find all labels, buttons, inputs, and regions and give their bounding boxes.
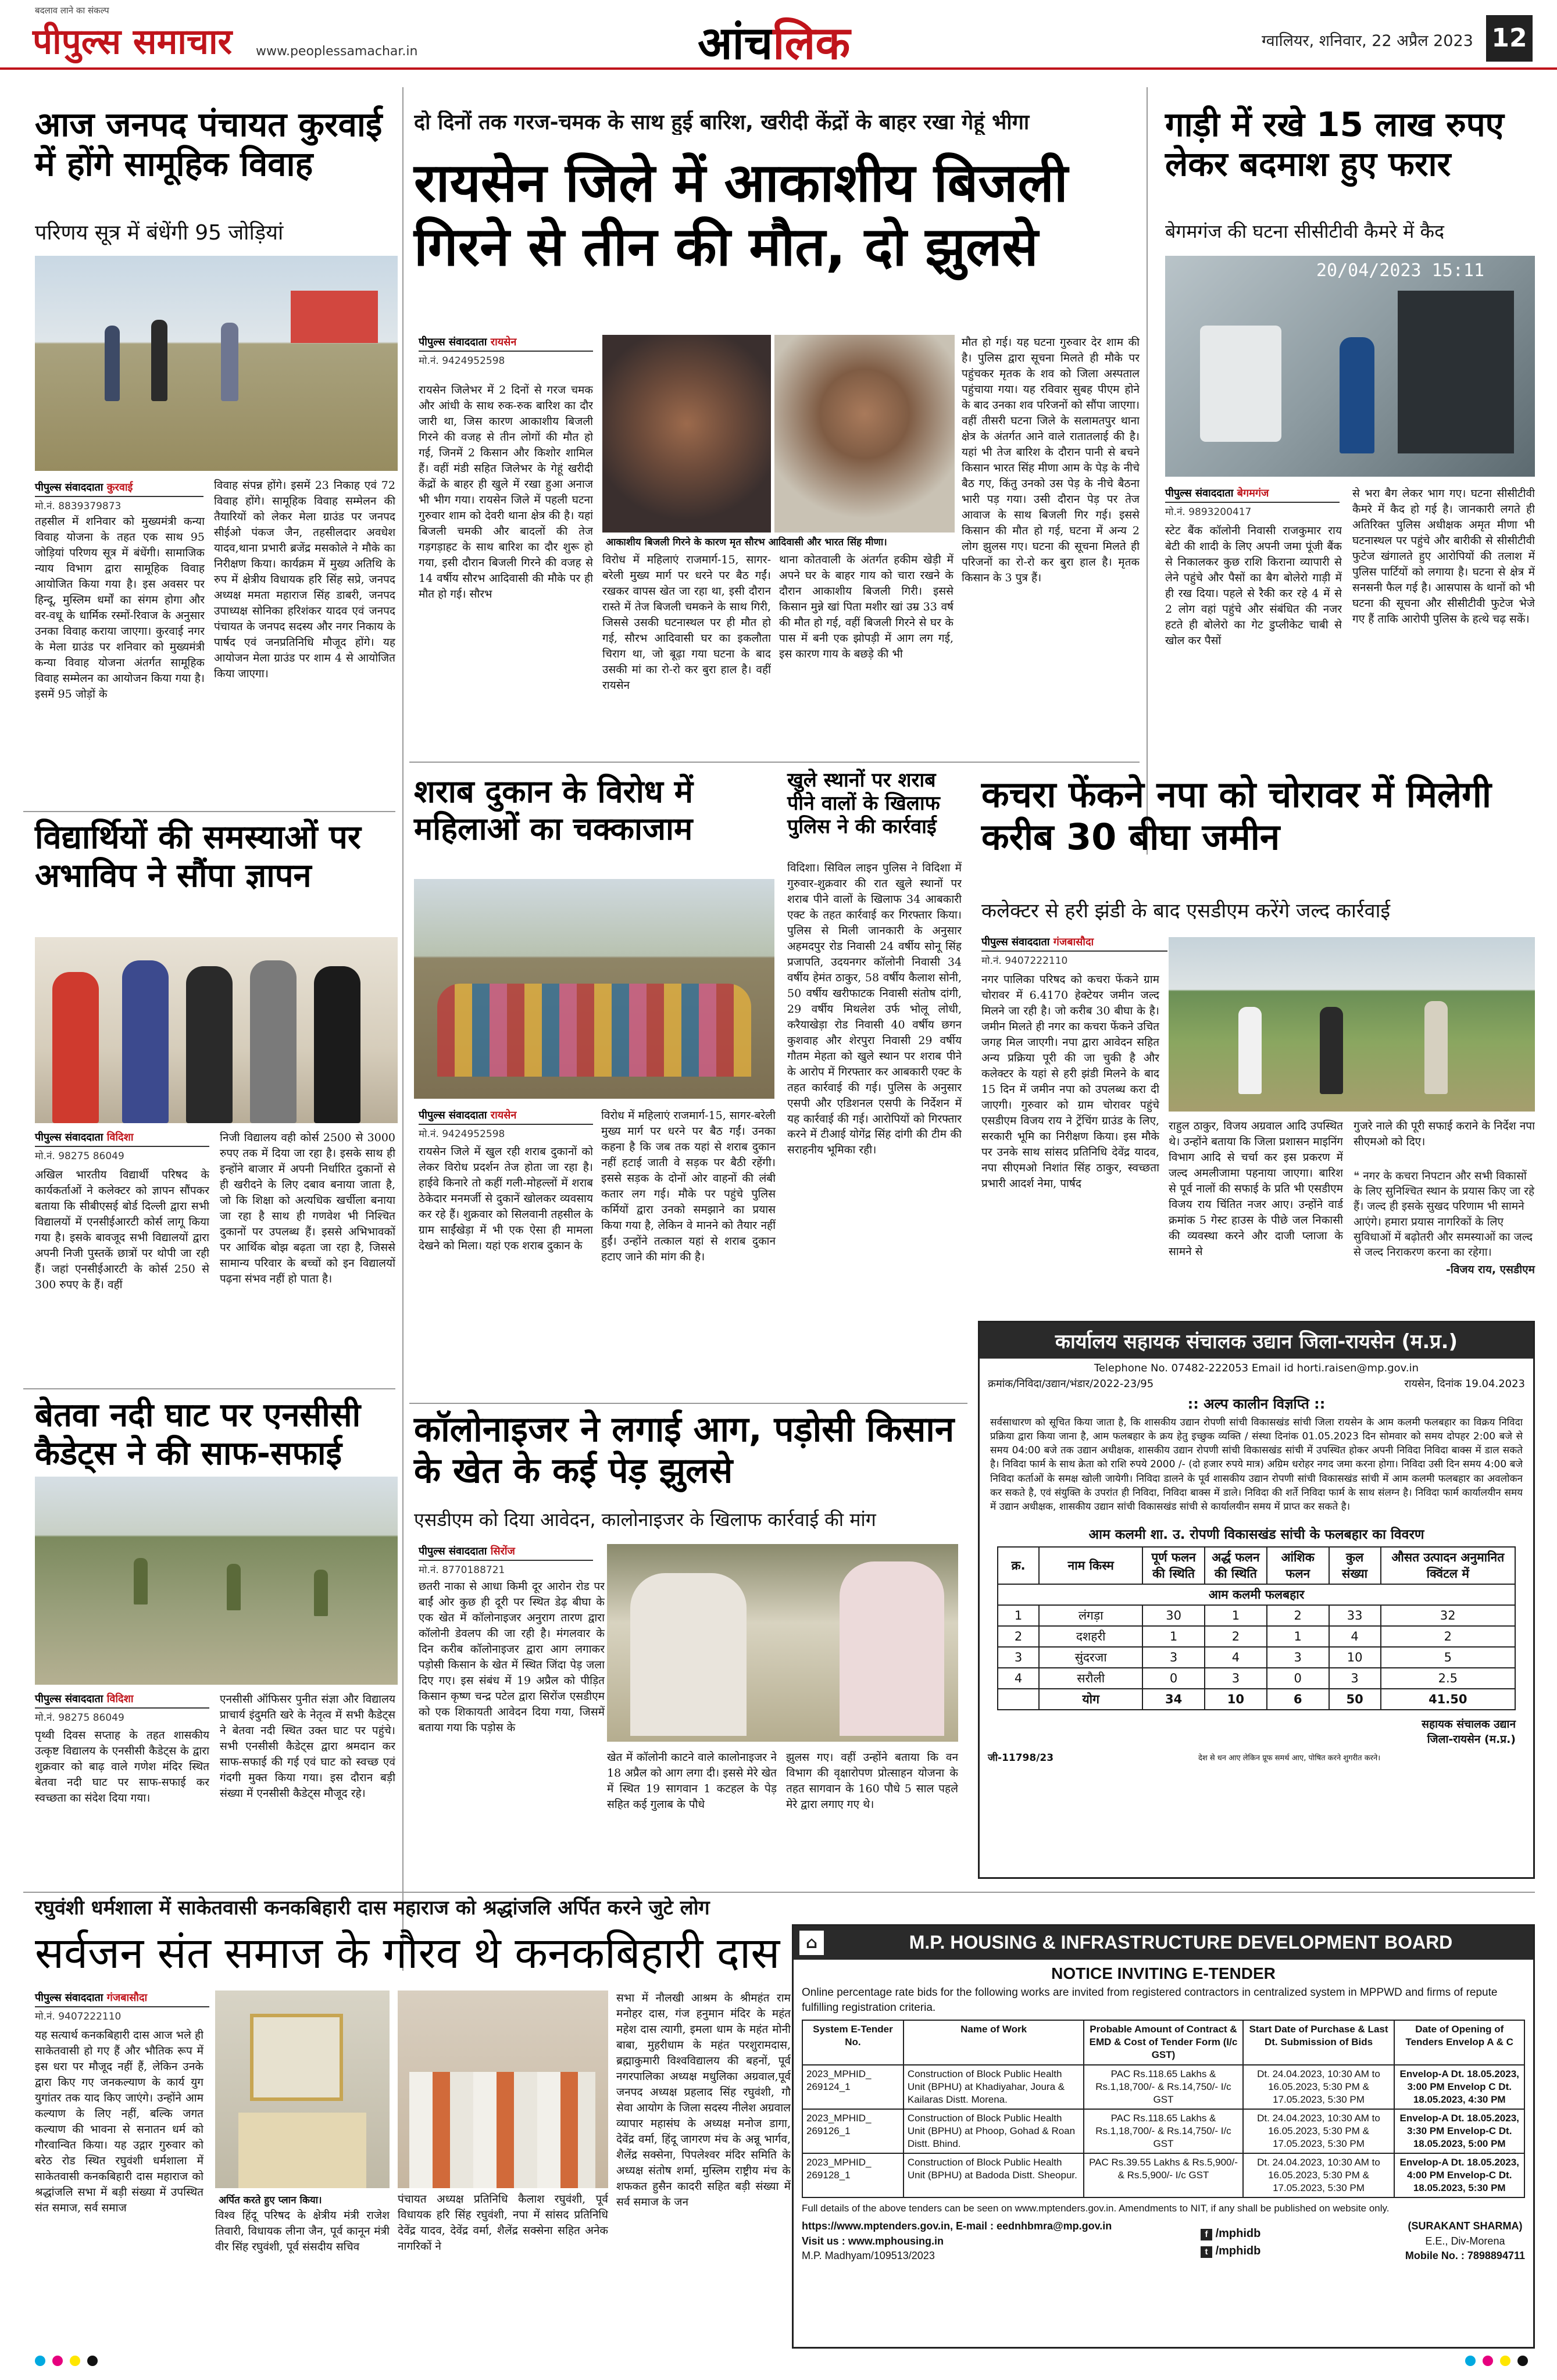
kicker: दो दिनों तक गरज-चमक के साथ हुई बारिश, खरीदी केंद्रों के बाहर रखा गेहूं भीगा — [414, 110, 1030, 134]
byline: पीपुल्स संवाददाता गंजबासौदा मो.नं. 9407222110 — [35, 1991, 209, 2022]
kicker: रघुवंशी धर्मशाला में साकेतवासी कनकबिहारी दास महाराज को श्रद्धांजलि अर्पित करने जुटे लोग — [35, 1896, 710, 1920]
subheadline: एसडीएम को दिया आवेदन, कालोनाइजर के खिलाफ कार्रवाई की मांग — [414, 1509, 876, 1531]
byline: पीपुल्स संवाददाता विदिशा मो.नं. 98275 86049 — [35, 1130, 209, 1162]
tender-footnote: Full details of the above tenders can be seen on www.mptenders.gov.in. Amendments to NIT, if any shall be published on website only. — [802, 2203, 1390, 2214]
byline: पीपुल्स संवाददाता रायसेन मो.नं. 9424952598 — [419, 335, 593, 367]
photo-tribute-1 — [215, 1991, 390, 2188]
article-body: रायसेन जिले में खुल रही शराब दुकानों को लेकर विरोध प्रदर्शन तेज होता जा रहा है। हाईवे किनारे तो कहीं गली-मोहल्लों में शराब ठेकेदार मनमर्जी से दुकानें खोलकर व्यवसाय कर रहे हैं। शुक्रवार को सिलवानी तहसील के ग्राम साईंखेड़ा में भी एक ऐसा ही मामला देखने को मिला। यहां एक शराब दुकान के — [419, 1145, 593, 1252]
tender-footer — [794, 2217, 1533, 2281]
article-body: पंचायत अध्यक्ष प्रतिनिधि कैलाश रघुवंशी, पूर्व विधायक हरि सिंह रघुवंशी, नपा में सांसद प्रतिनिधि देवेंद्र यादव, देवेंद्र वर्मा, शैलेंद्र सक्सेना सहित अनेक नागरिकों ने — [398, 2193, 608, 2253]
table-header-row: क्र. नाम किस्म पूर्ण फलन की स्थिति अर्द्ध फलन की स्थिति आंशिक फलन कुल संख्या औसत उत्पादन अनुमानित क्विंटल में — [998, 1547, 1515, 1584]
article-body: सभा में नौलखी आश्रम के श्रीमहंत राम मनोहर दास, गंज हनुमान मंदिर के महंत महेश दास त्यागी, इमला धाम के महंत मोनी बाबा, मुहरीधाम के महंत परशुरामदास, ब्रह्माकुमारी विश्वविद्यालय की बहनों, पूर्व नगरपालिका अध्यक्ष मधुलिका अग्रवाल,पूर्व जनपद अध्यक्ष प्रहलाद सिंह रघुवंशी, गौ सेवा आयोग के जिला सदस्य नीलेश अग्रवाल व्यापार महासंघ के अध्यक्ष मनोज डागा, देवेंद्र वर्मा, हिंदू जागरण मंच के अन्नू भार्गव, शैलेंद्र सक्सेना, पिपलेश्वर मंदिर समिति के अध्यक्ष संतोष शर्मा, मुस्लिम राष्ट्रीय मंच के शफकत हुसैन कादरी सहित बड़ी संख्या में सर्व समाज के जन — [616, 1992, 791, 2209]
photo-tribute-2 — [398, 1991, 608, 2188]
headline[interactable]: बेतवा नदी घाट पर एनसीसी कैडेट्स ने की साफ-सफाई — [35, 1396, 361, 1473]
headline[interactable]: गाड़ी में रखे 15 लाख रुपए लेकर बदमाश हुए फरार — [1165, 105, 1504, 184]
table-total-row: योग 34 10 6 50 41.50 — [998, 1689, 1515, 1710]
photo-victim-2 — [774, 335, 955, 533]
subheadline: कलेक्टर से हरी झंडी के बाद एसडीएम करेंगे जल्द कार्रवाई — [981, 899, 1391, 923]
article-body: विश्व हिंदू परिषद के क्षेत्रीय मंत्री राजेश तिवारी, विधायक लीना जैन, पूर्व कानून मंत्री वीर सिंह रघुवंशी, पूर्व संसदीय सचिव — [215, 2209, 390, 2253]
photo-protest — [414, 879, 774, 1099]
registration-mark — [1465, 2356, 1476, 2366]
tender-title: NOTICE INVITING E-TENDER — [1051, 1964, 1276, 1982]
notice-body: सर्वसाधारण को सूचित किया जाता है, कि शासकीय उद्यान रोपणी सांची विकासखंड सांची जिला रायसेन के आम कलमी फलबहार का विक्रय निविदा प्रक्रिया द्वारा किया जाना है, आम फलबहार के क्रय हेतु इच्छुक व्यक्ति / संस्था दिनांक 01.05.2023 दिन सोमवार को समय दोपहर 2:00 बजे से समय 04:00 बजे तक उद्यान अधीक्षक, शासकीय उद्यान रोपणी सांची विकासखंड सांची में उपस्थित होकर अपनी निविदा निविदा बाक्स में डाल सकते है। निविदा फार्म के साथ क्रेता को राशि रुपये 2000 /- (दो हजार रुपये मात्र) अग्रिम धरोहर नगद जमा करना होगा। निविदा उसी दिन समय 4:00 बजे निविदा कर्ताओं के समक्ष खोली जायेगी। निविदा डालने के पूर्व शासकीय उद्यान रोपणी सांची विकासखंड सांची में आम कलमी फलबहार का अवलोकन कर सकते है, एवं संयुक्ति के उपरांत ही निविदा, निविदा बाक्स में डाले। निविदा की शर्ते निविदा फार्म के साथ संलग्न है। निविदा फार्म कार्यालयीन समय में उद्यान अधीक्षक, शासकीय उद्यान सांची विकासखंड सांची से कार्यालयीन समय में प्राप्त कर सकते है। — [990, 1417, 1523, 1513]
byline: पीपुल्स संवाददाता सिरोंज मो.नं. 8770188721 — [419, 1544, 593, 1576]
photo-victim-1 — [602, 335, 771, 533]
tender-signer: (SURAKANT SHARMA) E.E., Div-Morena Mobile No. : 7898894711 — [1405, 2220, 1525, 2261]
photo-caption: आकाशीय बिजली गिरने के कारण मृत सौरभ आदिवासी और भारत सिंह मीणा। — [602, 533, 955, 551]
table-group-row: आम कलमी फलबहार — [998, 1584, 1515, 1605]
headline[interactable]: आज जनपद पंचायत कुरवाई में होंगे सामूहिक विवाह — [35, 105, 383, 184]
registration-mark — [87, 2356, 98, 2366]
notice-ref: क्रमांक/निविदा/उद्यान/भंडार/2022-23/95 रायसेन, दिनांक 19.04.2023 — [988, 1378, 1525, 1390]
article-body: तहसील में शनिवार को मुख्यमंत्री कन्या विवाह योजना के तहत एक साथ 95 जोड़ियां परिणय सूत्र में बंधेंगी। सामाजिक न्याय विभाग द्वारा सामूहिक विवाह आयोजित किया गया है। इस अवसर पर हिन्दू, मुस्लिम धर्मों का संगम होगा और वर-वधू के धार्मिक रस्मों-रिवाज के अनुसार उनका विवाह कराया जाएगा। कुरवाई नगर के मेला ग्राउंड पर शनिवार को मुख्यमंत्री कन्या विवाह योजना अंतर्गत सामूहिक विवाह सम्मेलन का आयोजन किया गया है। इसमें 95 जोड़ों के — [35, 515, 205, 701]
tender-header: ⌂ M.P. HOUSING & INFRASTRUCTURE DEVELOPMENT BOARD — [794, 1926, 1533, 1960]
column-rule — [402, 87, 403, 1971]
dateline: ग्वालियर, शनिवार, 22 अप्रैल 2023 — [1262, 32, 1473, 50]
byline: पीपुल्स संवाददाता विदिशा मो.नं. 98275 86049 — [35, 1692, 209, 1724]
article-body: मौत हो गई। यह घटना गुरुवार देर शाम की है। पुलिस द्वारा सूचना मिलते ही मौके पर पहुंचकर मृतक के शव को जिला अस्पताल पहुंचाया गया। यह रविवार सुबह पीएम होने के बाद उनका शव परिजनों को सौंपा जाएगा। वहीं तीसरी घटना जिले के सलामतपुर थाना क्षेत्र के अंतर्गत आने वाले रातातलाई की है। यहां भी तेज बारिश के दौरान पानी से बचने किसान भारत सिंह मीणा आम के पेड़ के नीचे बैठ गए, किंतु उनको उस पेड़ के नीचे बैठना भारी पड़ गया। उसी दौरान पेड़ पर तेज आवाज के साथ बिजली गिर गई। इससे किसान की मौत हो गई, घटना में अन्य 2 लोग झुलस गए। घटना की सूचना मिलते ही परिजनों का रो-रो कर बुरा हाल है। मृतक किसान के 3 पुत्र हैं। — [962, 336, 1140, 584]
article-body: से भरा बैग लेकर भाग गए। घटना सीसीटीवी कैमरे में कैद हो गई है। जानकारी लगते ही अतिरिक्त पुलिस अधीक्षक अमृत मीणा भी घटनास्थल पर पहुंचे और बारीकी से सीसीटीवी फुटेज खंगालते हुए आरोपियों की तलाश में पुलिस पार्टियों को लगाया है। घटना से क्षेत्र में सनसनी फैल गई है। आसपास के थानों को भी घटना की सूचना और सीसीटीवी फुटेज भेजे गए हैं ताकि आरोपी पुलिस के हत्थे चढ़ सकें। — [1352, 487, 1535, 626]
notice-contact: Telephone No. 07482-222053 Email id horti.raisen@mp.gov.in — [1094, 1362, 1419, 1374]
logo-tagline: बदलाव लाने का संकल्प — [35, 5, 109, 16]
article-body: अखिल भारतीय विद्यार्थी परिषद के कार्यकर्ताओं ने कलेक्टर को ज्ञापन सौंपकर बताया कि सीबीएसई बोर्ड दिल्ली द्वारा सभी विद्यालयों में एनसीईआरटी कोर्स लागू किया गया है। इसके बावजूद सभी विद्यालयों द्वारा अपनी निजी पुस्तकें छात्रों पर थोपी जा रही हैं। जहां एनसीईआरटी के कोर्स 250 से 300 रुपए के हैं। वहीं — [35, 1168, 209, 1291]
headline[interactable]: खुले स्थानों पर शराब पीने वालों के खिलाफ पुलिस ने की कार्रवाई — [787, 769, 940, 839]
article-body: यह सत्यार्थ कनकबिहारी दास आज भले ही साकेतवासी हो गए हैं और भौतिक रूप में इस धरा पर मौजूद नहीं हैं, लेकिन उनके द्वारा किए गए जनकल्याण के कार्य युग युगांतर तक याद किए जाएंगे। उन्होंने आम कल्याण के लिए नहीं, बल्कि जगत कल्याण की भावना से सनातन धर्म को गौरवान्वित किया। यह उद्गार गुरुवार को बरेठ रोड स्थित रघुवंशी धर्मशाला में साकेतवासी कनकबिहारी दास महाराज को श्रद्धांजलि सभा में बड़ी संख्या में उपस्थित संत समाज, सर्व समाज — [35, 2029, 203, 2214]
table-row: 2023_MPHID_ 269124_1 Construction of Block Public Health Unit (BPHU) at Khadiyahar, Joura & Kailaras Distt. Morena. PAC Rs.118.65 Lakhs & Rs.1,18,700/- & Rs.14,750/- I/c GST Dt. 24.04.2023, 10:30 AM to 16.05.2023, 5:30 PM & 17.05.2023, 5:30 PM Envelop-A Dt. 18.05.2023, 3:00 PM Envelop C Dt. 18.05.2023, 4:30 PM — [802, 2065, 1524, 2109]
article-body: खेत में कॉलोनी काटने वाले कालोनाइजर ने 18 अप्रैल को आग लगा दी। इससे मेरे खेत में स्थित 19 सागवान 1 कटहल के पेड़ सहित कई गुलाब के पौधे — [607, 1751, 777, 1811]
article-body: स्टेट बैंक कॉलोनी निवासी राजकुमार राय बेटी की शादी के लिए अपनी जमा पूंजी बैंक से निकालकर कुछ राशि किराना व्यापारी से लेने पहुंचे और पैसों का बैग बोलेरो गाड़ी में ही रख दिया। पहले से रैकी कर रहे 4 में से 2 लोग वहां पहुंचे और संबंधित की नजर हटते ही बोलेरो का गेट डुप्लीकेट चाबी से खोल कर पैसों — [1165, 524, 1342, 647]
headline[interactable]: विद्यार्थियों की समस्याओं पर अभाविप ने सौंपा ज्ञापन — [35, 819, 361, 895]
facebook-icon: f — [1201, 2229, 1212, 2240]
registration-mark — [1500, 2356, 1510, 2366]
cctv-timestamp: 20/04/2023 15:11 — [1316, 260, 1484, 281]
page-number: 12 — [1486, 15, 1533, 62]
photo-marriage-venue — [35, 256, 398, 471]
article-body: रायसेन जिलेभर में 2 दिनों से गरज चमक और आंधी के साथ रुक-रुक बारिश का दौर जारी था, जिस कारण आकाशीय बिजली गिरने की वजह से तीन लोगों की मौत हो गई, जिनमें 2 किसान और किशोर शामिल हैं। वहीं मंडी सहित जिलेभर के गेहूं खरीदी केंद्रों के बाहर ही खुले में रखा हुआ अनाज भी भीग गया। रायसेन जिले में पहली घटना गुरुवार शाम को देवरी थाना क्षेत्र की है। यहां बिजली चमकी और बादलों की तेज गड़गड़ाहट के साथ बारिश का दौर शुरू हो गया, इसी दौरान बिजली गिरने की वजह से 14 वर्षीय सौरभ आदिवासी की मौके पर ही मौत हो गई। सौरभ — [419, 384, 593, 601]
subheadline: बेगमगंज की घटना सीसीटीवी कैमरे में कैद — [1165, 220, 1445, 242]
article-body: विवाह संपन्न होंगे। इसमें 23 निकाह एवं 72 विवाह होंगे। सामूहिक विवाह सम्मेलन की तैयारियों को लेकर मेला ग्राउंड पर जनपद सीईओ पंकज जैन, तहसीलदार अवधेश यादव,थाना प्रभारी ब्रजेंद्र मसकोले ने मौके का निरीक्षण किया। कार्यक्रम में मुख्य अतिथि के रुप में क्षेत्रीय विधायक हरि सिंह सप्रे, जनपद अध्यक्ष ममता महाराज सिंह डाबरी, जनपद उपाध्यक्ष सोनिका हरिशंकर यादव एवं जनपद पंचायत के जनपद सदस्य और नगर निकाय के पार्षद एवं जनप्रतिनिधि मौजूद होंगे। यह आयोजन मेला ग्राउंड पर शाम 4 से आयोजित किया जाएगा। — [214, 479, 395, 680]
subheadline: परिणय सूत्र में बंधेंगी 95 जोड़ियां — [35, 221, 284, 245]
house-icon: ⌂ — [799, 1931, 824, 1955]
headline[interactable]: रायसेन जिले में आकाशीय बिजली गिरने से तीन की मौत, दो झुलसे — [414, 152, 1068, 278]
tender-intro: Online percentage rate bids for the following works are invited from registered contractors in centralized system in MPPWD and firms of repute fulfilling registration criteria. — [802, 1986, 1498, 2014]
photo-complaint-submission — [607, 1544, 958, 1742]
row-rule — [23, 1892, 1535, 1893]
website-url[interactable]: www.peoplessamachar.in — [256, 44, 418, 59]
row-rule — [409, 1403, 967, 1404]
photo-land-inspection — [1169, 937, 1535, 1112]
headline[interactable]: शराब दुकान के विरोध में महिलाओं का चक्काजाम — [414, 773, 693, 847]
row-rule — [409, 762, 1140, 763]
article-body: थाना कोतवाली के अंतर्गत हकीम खेड़ी में अपने घर के बाहर गाय को चारा रखने के दौरान आकाशीय बिजली गिरी। इससे किसान मुन्ने खां पिता मशीर खां उम्र 33 वर्ष की मौत हो गई, वहीं बिजली गिरने से घर के पास में बनी एक झोपड़ी में आग लग गई, इस कारण गाय के बछड़े की भी — [779, 553, 954, 660]
tender-website[interactable]: Visit us : www.mphousing.in — [802, 2235, 944, 2247]
table-row: 2023_MPHID_ 269128_1 Construction of Block Public Health Unit (BPHU) at Badoda Distt. Sheopur. PAC Rs.39.55 Lakhs & Rs.5,900/- & Rs.5,900/- I/c GST Dt. 24.04.2023, 10:30 AM to 16.05.2023, 5:30 PM & 17.05.2023, 5:30 PM Envelop-A Dt. 18.05.2023, 4:00 PM Envelop-C Dt. 18.05.2023, 5:30 PM — [802, 2153, 1524, 2197]
notice-subtitle: :: अल्प कालीन विज्ञप्ति :: — [1187, 1396, 1326, 1412]
table-row: 2 दशहरी 1 2 1 4 2 — [998, 1626, 1515, 1647]
photo-cctv — [1165, 256, 1535, 477]
masthead — [0, 0, 1557, 70]
byline: पीपुल्स संवाददाता कुरवाई मो.नं. 8839379873 — [35, 480, 203, 512]
newspaper-logo[interactable]: बदलाव लाने का संकल्प पीपुल्स समाचार — [33, 5, 233, 62]
table-row: 4 सरौली 0 3 0 3 2.5 — [998, 1668, 1515, 1689]
tender-links[interactable]: https://www.mptenders.gov.in, E-mail : eednhbmra@mp.gov.in — [802, 2220, 1112, 2232]
registration-mark — [35, 2356, 45, 2366]
tender-code: M.P. Madhyam/109513/2023 — [802, 2249, 935, 2261]
article-body: निजी विद्यालय वही कोर्स 2500 से 3000 रुपए तक में दिया जा रहा है। इसके साथ ही इन्होंने बाजार में अपनी निर्धारित दुकानों से ही खरीदने के लिए दबाव बनाया जाता है, जो कि शिक्षा को अत्यधिक खर्चीला बनाया जा रहा है साथ ही गणवेश भी निश्चित दुकानों पर उपलब्ध हैं। इससे अभिभावकों पर आर्थिक बोझ बढ़ता जा रहा है, जिससे सामान्य परिवार के बच्चों को इन विद्यालयों पढ़ना संभव नहीं हो पाता है। — [220, 1131, 395, 1285]
tender-table — [802, 2020, 1525, 2198]
table-title: आम कलमी शा. उ. रोपणी विकासखंड सांची के फलबहार का विवरण — [1088, 1527, 1424, 1542]
row-rule — [23, 1388, 395, 1389]
mphidb-tender — [792, 1924, 1535, 2349]
article-body: पृथ्वी दिवस सप्ताह के तहत शासकीय उत्कृष्ट विद्यालय के एनसीसी कैडेट्स के द्वारा शुक्रवार को बाढ़ वाले गणेश मंदिर स्थित बेतवा नदी घाट पर साफ-सफाई कर स्वच्छता का संदेश दिया गया। — [35, 1729, 209, 1804]
column-rule — [1147, 87, 1148, 855]
article-body: झुलस गए। वहीं उन्होंने बताया कि वन विभाग की वृक्षारोपण प्रोत्साहन योजना के तहत सागवान के 160 पौधे 5 साल पहले मेरे द्वारा लगाए गए थे। — [786, 1751, 958, 1811]
notice-footer: जी-11798/23 देश से धन आए लेकिन प्रूफ समर्थ आए, पोषित करने शुगरीत करने। — [988, 1752, 1381, 1764]
table-row: 2023_MPHID_ 269126_1 Construction of Block Public Health Unit (BPHU) at Phoop, Gohad & Roan Distt. Bhind. PAC Rs.118.65 Lakhs & Rs.1,18,700/- & Rs.14,750/- I/c GST Dt. 24.04.2023, 10:30 AM to 16.05.2023, 5:30 PM & 17.05.2023, 5:30 PM Envelop-A Dt. 18.05.2023, 3:30 PM Envelop-C Dt. 18.05.2023, 5:00 PM — [802, 2109, 1524, 2153]
quote-icon: ❝ — [1354, 1170, 1363, 1182]
notice-signature: सहायक संचालक उद्यान जिला-रायसेन (म.प्र.) — [1422, 1717, 1516, 1746]
byline: पीपुल्स संवाददाता रायसेन मो.नं. 9424952598 — [419, 1108, 593, 1140]
article-body: छतरी नाका से आधा किमी दूर आरोन रोड पर बाईं ओर कुछ ही दूरी पर स्थित डेढ़ बीघा के एक खेत में कॉलोनाइजर अनुराग तारण द्वारा कॉलोनी डेवलप की जा रही है। मंगलवार के दिन करीब कॉलोनाइजर द्वारा आग लगाकर पड़ोसी किसान के खेत में स्थित जिंदा पेड़ जला दिए गए। इस संबंध में 19 अप्रैल को पीड़ित किसान कृष्ण चन्द्र पटेल द्वारा सिरोंज एसडीएम को एक शिकायती आवेदन दिया गया, जिसमें बताया गया कि पड़ोस के — [419, 1580, 605, 1734]
byline: पीपुल्स संवाददाता बेगमगंज मो.नं. 9893200417 — [1165, 486, 1340, 518]
registration-mark — [52, 2356, 63, 2366]
article-body: राहुल ठाकुर, विजय अग्रवाल आदि उपस्थित थे। उन्होंने बताया कि जिला प्रशासन माइनिंग विभाग आदि से चर्चा कर इस प्रकरण में जल्द अमलीजामा पहनाया जाएगा। बारिश से पूर्व नालों की सफाई के प्रति भी एसडीएम विजय राय चिंतित नजर आए। उन्होंने वार्ड क्रमांक 5 गेस्ट हाउस के पीछे जल निकासी की व्यवस्था करने और दाजी प्लाजा के सामने से — [1169, 1120, 1343, 1258]
twitter-link[interactable]: t /mphidb — [1201, 2242, 1260, 2260]
sdm-quote: ❝ नगर के कचरा निपटान और सभी विकासों के लिए सुनिश्चित स्थान के प्रयास किए जा रहे हैं। जल्द ही इसके सुखद परिणाम भी सामने आएंगे। हमारा प्रयास नागरिकों के लिए सुविधाओं में बढ़ोतरी और समस्याओं का जल्द से जल्द निराकरण करना का रहेगा। -विजय राय, एसडीएम — [1354, 1170, 1535, 1277]
section-title: आंचलिक — [698, 17, 851, 70]
article-body: विदिशा। सिविल लाइन पुलिस ने विदिशा में गुरुवार-शुक्रवार की रात खुले स्थानों पर शराब पीने वालों के खिलाफ 34 आबकारी एक्ट के तहत कार्रवाई कर गिरफ्तार किया। पुलिस से मिली जानकारी के अनुसार अहमदपुर रोड निवासी 24 वर्षीय सोनू सिंह प्रजापति, उदयनगर कॉलोनी निवासी 34 वर्षीय हेमंत ठाकुर, 58 वर्षीय कैलाश सोनी, 50 वर्षीय खरीफाटक निवासी संतोष दांगी, 29 वर्षीय मिथलेश उर्फ भोलू लोधी, करैयाखेड़ा रोड निवासी 40 वर्षीय छगन कुशवाह और शेरपुरा निवासी 29 वर्षीय गौतम मेहता को खुले स्थान पर शराब पीने के आरोप में गिरफ्तार कर आबकारी एक्ट के तहत कार्रवाई की गई। पुलिस के अनुसार एसपी और एडिशनल एसपी के निर्देशन में यह कार्रवाई की गई। आरोपियों को गिरफ्तार करने में टीआई योगेंद्र सिंह दांगी की टीम की सराहनीय भूमिका रही। — [787, 862, 962, 1157]
headline[interactable]: सर्वजन संत समाज के गौरव थे कनकबिहारी दास — [35, 1928, 780, 1978]
photo-memorandum — [35, 937, 398, 1123]
photo-river-ghat — [35, 1477, 398, 1685]
table-header-row: System E-Tender No. Name of Work Probable Amount of Contract & EMD & Cost of Tender Form (I/c GST) Start Date of Purchase & Last Dt. Submission of Bids Date of Opening of Tenders Envelop A & C — [802, 2020, 1524, 2064]
article-body: गुजरे नाले की पूरी सफाई कराने के निर्देश नपा सीएमओ को दिए। — [1354, 1120, 1535, 1148]
facebook-link[interactable]: f /mphidb — [1201, 2225, 1260, 2242]
row-rule — [23, 811, 395, 812]
table-row: 1 लंगड़ा 30 1 2 33 32 — [998, 1605, 1515, 1626]
udyan-tender-notice — [978, 1321, 1535, 1879]
headline[interactable]: कॉलोनाइजर ने लगाई आग, पड़ोसी किसान के खेत के कई पेड़ झुलसे — [414, 1409, 955, 1491]
article-body: विरोध में महिलाएं राजमार्ग-15, सागर-बरेली मुख्य मार्ग पर धरने पर बैठ गईं। उनका कहना है कि जब तक यहां से शराब दुकान नहीं हटाई जाती वे सड़क पर बैठी रहेंगी। इससे सड़क के दोनों ओर वाहनों की लंबी कतार लग गई। मौके पर पहुंचे पुलिस कर्मियों द्वारा उनको समझाने का प्रयास किया गया है, लेकिन वे मानने को तैयार नहीं हुईं। उन्होंने तत्काल यहां से शराब दुकान हटाए जाने की मांग की है। — [601, 1109, 776, 1263]
registration-mark — [70, 2356, 80, 2366]
article-body: विरोध में महिलाएं राजमार्ग-15, सागर-बरेली मुख्य मार्ग पर धरने पर बैठ गईं। रखकर वापस खेत जा रहा था, इसी दौरान रास्ते में तेज बिजली चमकने के साथ गिरी, जिससे उसकी घटनास्थल पर ही मौत हो गई, सौरभ आदिवासी घर का इकलौता चिराग था, जो बूढ़ा गया घटना के बाद उसकी मां का रो-रो कर बुरा हाल है। वहीं रायसेन — [602, 553, 771, 692]
notice-title: कार्यालय सहायक संचालक उद्यान जिला-रायसेन (म.प्र.) — [980, 1323, 1533, 1359]
headline[interactable]: कचरा फेंकने नपा को चोरावर में मिलेगी करीब 30 बीघा जमीन — [981, 773, 1491, 859]
article-body: एनसीसी ऑफिसर पुनीत संज्ञा और विद्यालय प्राचार्य इंदुमति खरे के नेतृत्व में सभी कैडेट्स ने बेतवा नदी स्थित उक्त घाट पर पहुंचे। सभी एनसीसी कैडेट्स द्वारा श्रमदान कर साफ-सफाई की गई एवं घाट को स्वच्छ एवं गंदगी मुक्त किया गया। इस दौरान बड़ी संख्या में एनसीसी कैडेट्स मौजूद रहे। — [220, 1693, 395, 1800]
photo-caption: अर्पित करते हुए प्लान किया। — [215, 2190, 390, 2209]
registration-mark — [1483, 2356, 1493, 2366]
table-row: 3 सुंदरजा 3 4 3 10 5 — [998, 1647, 1515, 1668]
article-body: नगर पालिका परिषद को कचरा फेंकने ग्राम चोरावर में 6.4170 हेक्टेयर जमीन जल्द मिलने जा रही है। जो करीब 30 बीघा के है। जमीन मिलते ही नगर का कचरा फेंकने उचित जगह मिल जाएगी। नपा द्वारा आवेदन सहित अन्य प्रक्रिया पूरी की जा चुकी है और कलेक्टर के यहां से हरी झंडी मिलने के बाद 15 दिन में जमीन नपा को उपलब्ध करा दी जाएगी। गुरुवार को ग्राम चोरावर पहुंचे एसडीएम विजय राय ने ट्रेंचिंग ग्राउंड के लिए, सरकारी भूमि का निरीक्षण किया। इस मौके पर उनके साथ सांसद प्रतिनिधि देवेंद्र यादव, नपा सीएमओ निशांत सिंह ठाकुर, स्वच्छता प्रभारी आदर्श नेमा, पार्षद — [981, 973, 1159, 1190]
twitter-icon: t — [1201, 2246, 1212, 2258]
mango-table — [997, 1546, 1516, 1710]
byline: पीपुल्स संवाददाता गंजबासौदा मो.नं. 9407222110 — [981, 935, 1167, 967]
registration-mark — [1517, 2356, 1528, 2366]
